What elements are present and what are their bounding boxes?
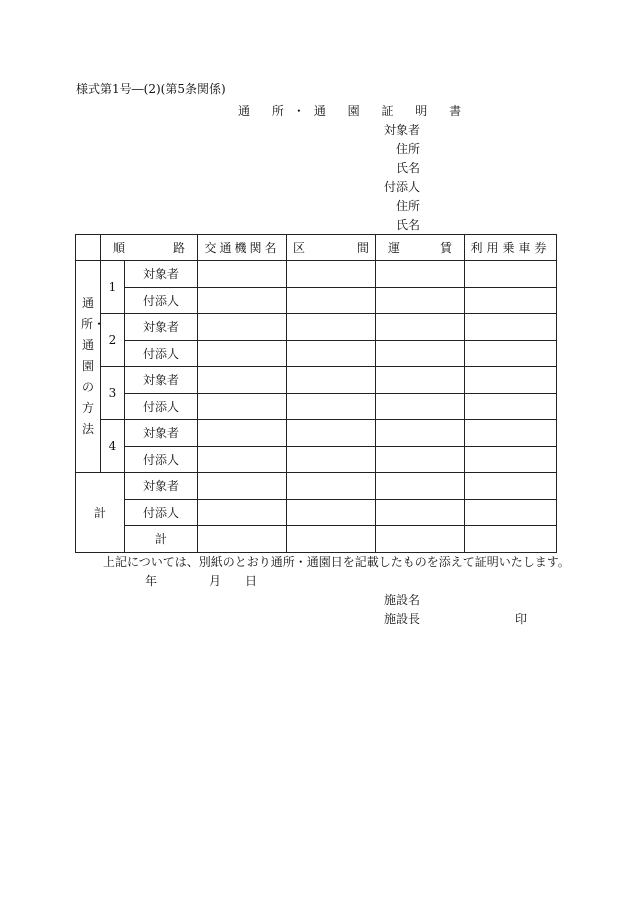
table-row <box>76 473 557 500</box>
subject-row-label: 対象者 <box>125 261 198 288</box>
transport-cell <box>198 446 287 473</box>
transport-cell <box>198 393 287 420</box>
fare-cell <box>376 314 465 341</box>
fare-cell <box>376 446 465 473</box>
subject-name-label: 氏名 <box>396 161 421 175</box>
ticket-cell <box>465 367 557 394</box>
route-number: 1 <box>101 261 125 314</box>
form-code: 様式第1号―(2)(第5条関係) <box>76 82 226 96</box>
attendant-row-label: 付添人 <box>125 446 198 473</box>
section-cell <box>287 393 376 420</box>
transport-cell <box>198 367 287 394</box>
date-month-label: 月 <box>209 574 222 588</box>
facility-head-label: 施設長 <box>384 612 421 626</box>
attendant-row-label: 付添人 <box>125 393 198 420</box>
transport-cell <box>198 499 287 526</box>
table-row <box>76 499 557 526</box>
subject-address-label: 住所 <box>396 142 421 156</box>
ticket-cell <box>465 420 557 447</box>
facility-name-label: 施設名 <box>384 593 421 607</box>
ticket-cell <box>465 499 557 526</box>
total-subject-label: 対象者 <box>125 473 198 500</box>
section-cell <box>287 420 376 447</box>
date-day-label: 日 <box>245 574 258 588</box>
fare-cell <box>376 287 465 314</box>
table-row <box>76 446 557 473</box>
header-ticket: 利用乗車券 <box>465 235 557 261</box>
section-cell <box>287 340 376 367</box>
method-group-label: 通所・通園の方法 <box>76 261 101 473</box>
subject-row-label: 対象者 <box>125 314 198 341</box>
route-number: 4 <box>101 420 125 473</box>
table-row <box>76 393 557 420</box>
route-number: 3 <box>101 367 125 420</box>
transport-cell <box>198 261 287 288</box>
section-cell <box>287 526 376 553</box>
transport-cell <box>198 420 287 447</box>
attendant-row-label: 付添人 <box>125 287 198 314</box>
ticket-cell <box>465 526 557 553</box>
table-row <box>76 340 557 367</box>
fare-cell <box>376 420 465 447</box>
attendant-address-label: 住所 <box>396 199 421 213</box>
transport-cell <box>198 473 287 500</box>
fare-cell <box>376 393 465 420</box>
section-cell <box>287 499 376 526</box>
fare-cell <box>376 367 465 394</box>
section-cell <box>287 367 376 394</box>
ticket-cell <box>465 446 557 473</box>
certificate-table <box>75 234 557 553</box>
header-corner-cell <box>76 235 101 261</box>
fare-cell <box>376 340 465 367</box>
attendant-label: 付添人 <box>384 180 421 194</box>
total-group-label: 計 <box>76 473 125 553</box>
table-row <box>76 526 557 553</box>
section-cell <box>287 473 376 500</box>
ticket-cell <box>465 261 557 288</box>
attendant-name-label: 氏名 <box>396 218 421 232</box>
table-row <box>76 420 557 447</box>
fare-cell <box>376 473 465 500</box>
section-cell <box>287 446 376 473</box>
table-row <box>76 287 557 314</box>
route-number: 2 <box>101 314 125 367</box>
total-sum-label: 計 <box>125 526 198 553</box>
seal-label: 印 <box>515 612 528 626</box>
fare-cell <box>376 499 465 526</box>
certification-note: 上記については、別紙のとおり通所・通園日を記載したものを添えて証明いたします。 <box>103 555 570 569</box>
total-attendant-label: 付添人 <box>125 499 198 526</box>
ticket-cell <box>465 340 557 367</box>
subject-row-label: 対象者 <box>125 420 198 447</box>
transport-cell <box>198 526 287 553</box>
table-row <box>76 367 557 394</box>
table-row <box>76 314 557 341</box>
fare-cell <box>376 526 465 553</box>
subject-row-label: 対象者 <box>125 367 198 394</box>
header-row <box>76 235 557 261</box>
header-transport: 交通機関名 <box>198 235 287 261</box>
section-cell <box>287 314 376 341</box>
header-route: 順 路 <box>101 235 198 261</box>
date-line <box>145 574 257 588</box>
table-row <box>76 261 557 288</box>
section-cell <box>287 261 376 288</box>
date-year-label: 年 <box>145 574 158 588</box>
ticket-cell <box>465 473 557 500</box>
header-section: 区 間 <box>287 235 376 261</box>
document-title: 通 所・通 園 証 明 書 <box>238 104 471 118</box>
fare-cell <box>376 261 465 288</box>
header-fare: 運 賃 <box>376 235 465 261</box>
ticket-cell <box>465 287 557 314</box>
section-cell <box>287 287 376 314</box>
transport-cell <box>198 314 287 341</box>
transport-cell <box>198 287 287 314</box>
subject-label: 対象者 <box>384 123 421 137</box>
transport-cell <box>198 340 287 367</box>
ticket-cell <box>465 314 557 341</box>
attendant-row-label: 付添人 <box>125 340 198 367</box>
ticket-cell <box>465 393 557 420</box>
